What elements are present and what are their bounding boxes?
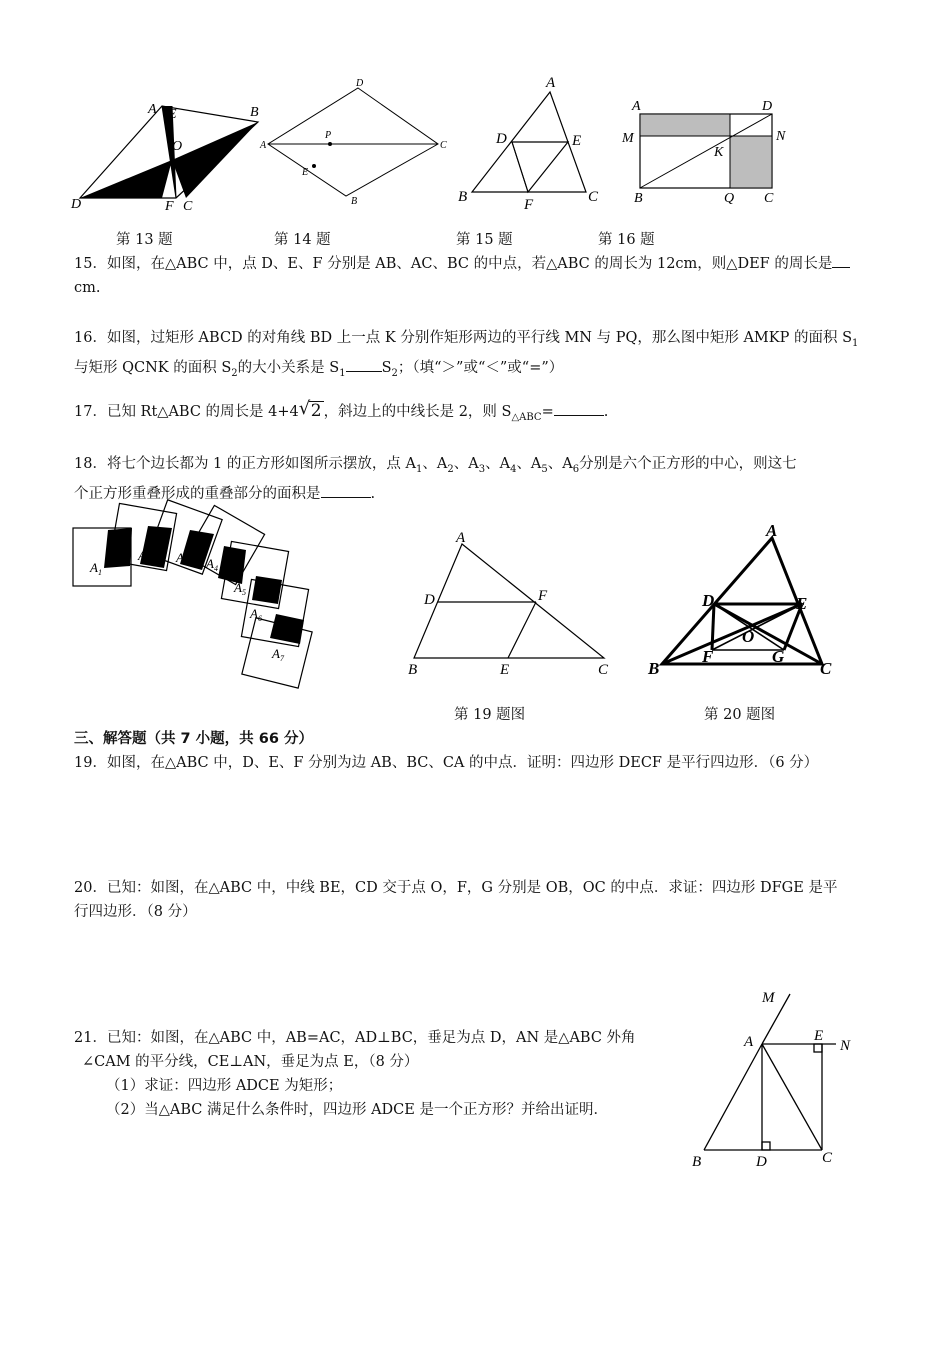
label-P: P: [325, 130, 332, 141]
label-E: E: [500, 662, 510, 678]
caption-16: 第 16 题: [598, 232, 655, 248]
question-18: 18．将七个边长都为 1 的正方形如图所示摆放，点 $A_1$、$A_2$、$A_3$、$A_4$、$A_5$、$A_6$分别是六个正方形的中心，则这七 个正方形重叠形成的重叠部分的面积是 .: [74, 456, 797, 502]
question-21: 21．已知：如图，在△ABC 中，AB=AC，AD⊥BC，垂足为点 D，AN 是△ABC 外角 ∠CAM 的平分线，CE⊥AN，垂足为点 E，（8 分） （1）求证：四边形 ADCE 为矩形； （2）当△ABC 满足什么条件时，四边形 ADCE 是一个正方形？并给出证明．: [74, 1030, 636, 1118]
label-D: D: [702, 591, 715, 610]
label-A: A: [766, 521, 778, 540]
caption-20: 第 20 题图: [704, 707, 776, 723]
label-E: E: [796, 594, 808, 613]
figure-21: [684, 986, 870, 1172]
label-D: D: [356, 78, 364, 89]
label-C: C: [598, 662, 609, 678]
caption-13: 第 13 题: [116, 232, 173, 248]
label-F: F: [702, 647, 714, 666]
label-E: E: [814, 1028, 824, 1044]
label-A: A: [632, 99, 641, 114]
label-D: D: [496, 131, 507, 147]
figure-18: [68, 498, 336, 690]
question-16: 16．如图，过矩形 ABCD 的对角线 BD 上一点 K 分别作矩形两边的平行线 MN 与 PQ，那么图中矩形 AMKP 的面积 $S_1$ 与矩形 QCNK 的面积 $S_2$的大小关系是 $S_1$ $S_2$；（填“＞”或“＜”或“=”）: [74, 330, 859, 379]
label-A: A: [546, 75, 556, 91]
svg-text:A6: $A_6$: [250, 606, 262, 623]
label-D: D: [762, 99, 773, 114]
svg-text:A7: $A_7$: [272, 646, 284, 663]
caption-14: 第 14 题: [274, 232, 331, 248]
label-C: C: [588, 189, 599, 205]
svg-text:A3: $A_3$: [176, 550, 188, 567]
label-D: D: [756, 1154, 767, 1170]
label-A: A: [260, 140, 267, 151]
label-B: B: [408, 662, 418, 678]
label-A: A: [744, 1034, 754, 1050]
label-B: B: [458, 189, 468, 205]
label-F: F: [165, 199, 174, 214]
label-Q: Q: [724, 191, 735, 206]
figure-16: [620, 94, 796, 206]
label-N: N: [840, 1038, 851, 1054]
figure-14: [258, 76, 450, 208]
figure-20: [644, 520, 844, 682]
label-O: O: [742, 627, 755, 646]
label-D: D: [424, 592, 435, 608]
figure-15: [452, 70, 610, 210]
label-C: C: [764, 191, 774, 206]
label-E: E: [572, 133, 582, 149]
label-E: E: [302, 167, 309, 178]
svg-text:A2: $A_2$: [138, 548, 150, 565]
caption-19: 第 19 题图: [454, 707, 526, 723]
label-C: C: [440, 140, 447, 151]
section-heading: 三、解答题（共 7 小题，共 66 分）: [74, 731, 313, 747]
question-19: 19．如图，在△ABC 中，D、E、F 分别为边 AB、BC、CA 的中点．证明：四边形 DECF 是平行四边形．（6 分）: [74, 755, 819, 771]
label-K: K: [714, 145, 724, 160]
label-B: B: [648, 659, 660, 678]
question-15: 15．如图，在△ABC 中，点 D、E、F 分别是 AB、AC、BC 的中点，若△ABC 的周长为 12cm，则△DEF 的周长是 cm.: [74, 252, 874, 300]
svg-text:A4: $A_4$: [206, 556, 218, 573]
label-B: B: [351, 196, 358, 207]
svg-text:A5: $A_5$: [234, 580, 246, 597]
label-B: B: [634, 191, 643, 206]
figure-13: [68, 98, 268, 214]
label-N: N: [776, 129, 786, 144]
figure-19: [400, 526, 620, 678]
question-20: 20．已知：如图，在△ABC 中，中线 BE，CD 交于点 O，F，G 分别是 OB，OC 的中点．求证：四边形 DFGE 是平 行四边形．（8 分）: [74, 880, 838, 920]
svg-text:A1: $A_1$: [90, 560, 102, 577]
label-M: M: [622, 131, 634, 146]
label-E: E: [168, 107, 177, 122]
caption-15: 第 15 题: [456, 232, 513, 248]
label-M: M: [762, 990, 775, 1006]
label-D: D: [71, 197, 82, 212]
label-F: F: [524, 197, 534, 210]
label-A: A: [456, 530, 466, 546]
label-G: G: [772, 647, 785, 666]
label-C: C: [183, 199, 193, 214]
label-C: C: [820, 659, 832, 678]
label-O: O: [172, 139, 183, 154]
label-F: F: [538, 588, 548, 604]
label-B: B: [250, 105, 259, 120]
label-A: A: [148, 102, 157, 117]
question-17: 17．已知 Rt△ABC 的周长是 4+4 √ 2 ，斜边上的中线长是 2，则 $S_{\triangle ABC}=$ .: [74, 398, 609, 423]
label-B: B: [692, 1154, 702, 1170]
label-C: C: [822, 1150, 833, 1166]
